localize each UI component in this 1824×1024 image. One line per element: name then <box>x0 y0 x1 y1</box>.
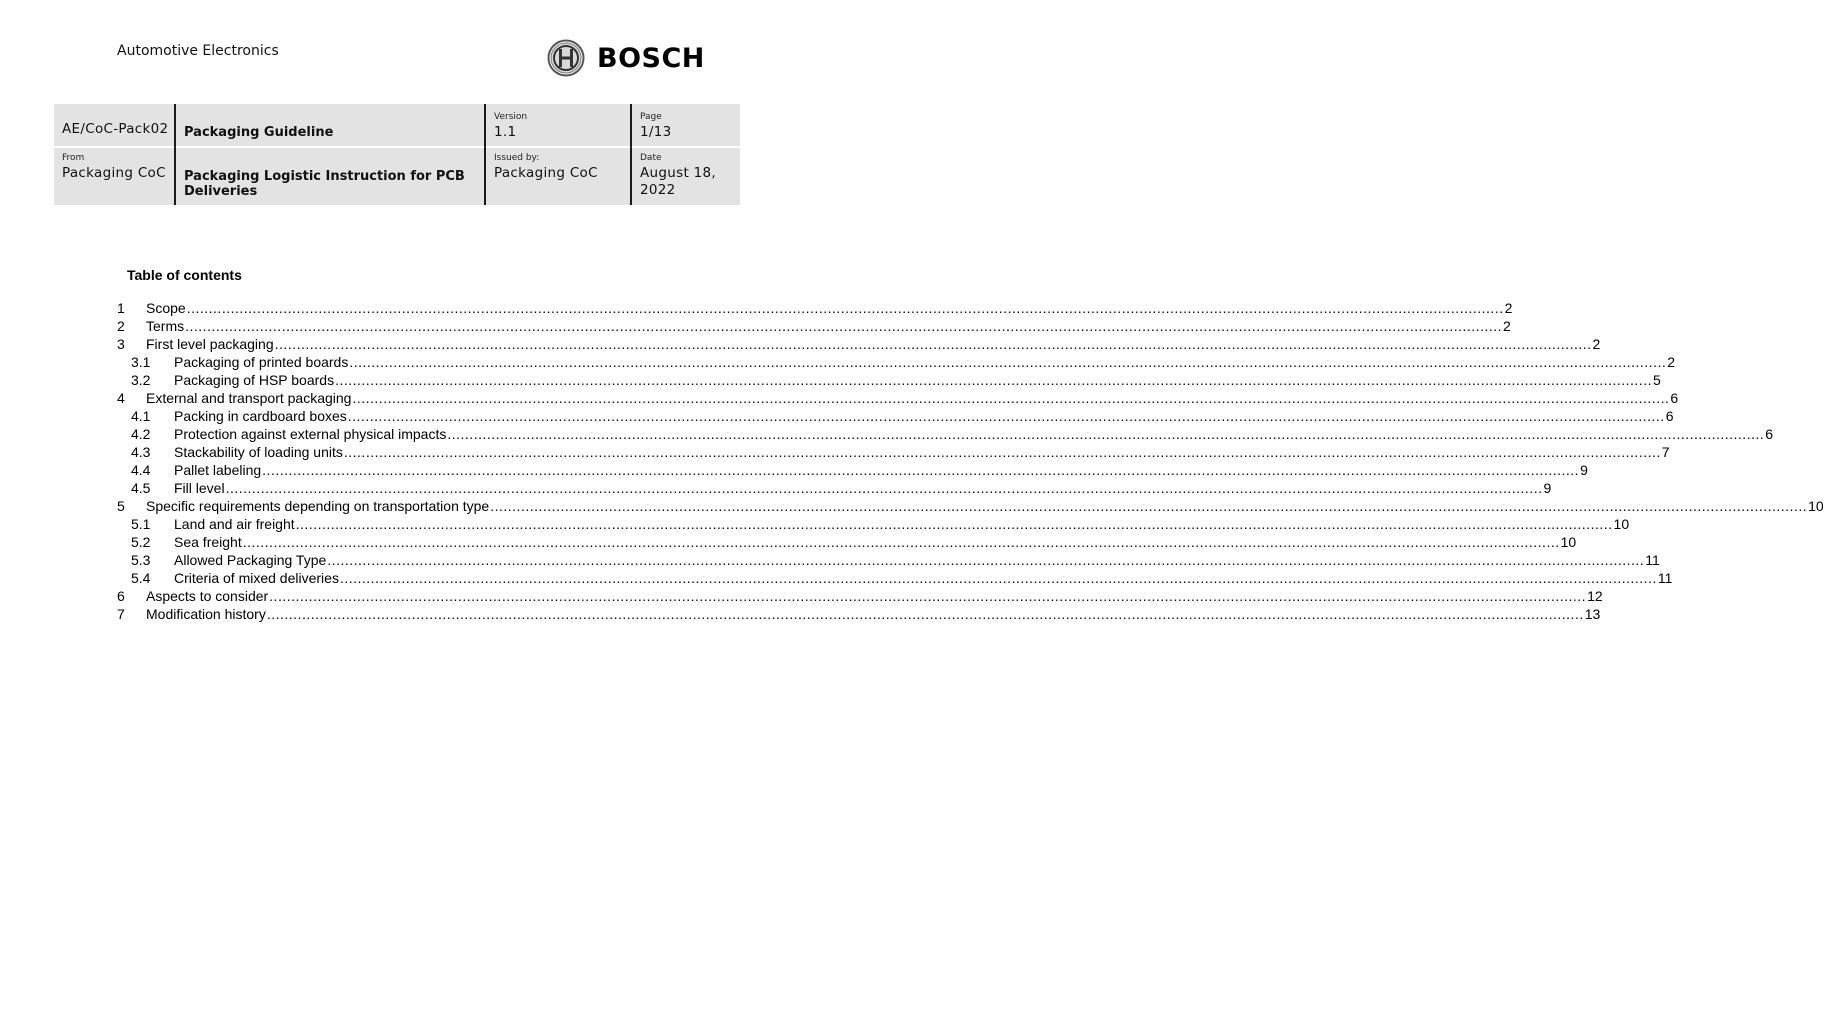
toc-entry[interactable] <box>112 389 1679 407</box>
toc-entry-number: 3 <box>117 336 125 352</box>
version-label: Version <box>494 112 528 122</box>
toc-entry[interactable] <box>112 443 1670 461</box>
page-cell <box>632 104 740 146</box>
toc-entry-title: Aspects to consider <box>146 588 269 604</box>
toc-entry-page: 7 <box>1661 444 1670 460</box>
toc-entry-number: 6 <box>117 588 125 604</box>
toc-entry-page: 5 <box>1652 372 1661 388</box>
toc-entry[interactable] <box>112 353 1676 371</box>
toc-entry-number: 5.4 <box>131 570 151 586</box>
toc-entry[interactable] <box>112 299 1513 317</box>
toc-entry-number: 5.1 <box>131 516 151 532</box>
from-value: Packaging CoC <box>62 165 166 181</box>
toc-entry[interactable] <box>112 497 1824 515</box>
table-column-divider <box>484 104 486 205</box>
toc-dot-leader: ............................................................................................................................................................................................................................................................................................................ <box>274 336 1592 352</box>
toc-dot-leader: ............................................................................................................................................................................................................................................................................................................ <box>352 390 1670 406</box>
toc-entry-page: 9 <box>1580 462 1588 478</box>
toc-dot-leader: ............................................................................................................................................................................................................................................................................................................ <box>295 516 1613 532</box>
toc-entry[interactable] <box>112 335 1601 353</box>
toc-dot-leader: ............................................................................................................................................................................................................................................................................................................ <box>242 534 1560 550</box>
toc-entry-page: 6 <box>1765 426 1774 442</box>
bosch-logo <box>547 39 705 77</box>
date-label: Date <box>640 153 662 163</box>
toc-entry[interactable] <box>112 533 1577 551</box>
doc-id-cell <box>54 104 174 146</box>
toc-dot-leader: ............................................................................................................................................................................................................................................................................................................ <box>335 372 1652 388</box>
bosch-armature-icon <box>547 39 585 77</box>
toc-entry-number: 4.2 <box>131 426 151 442</box>
toc-entry-title: Modification history <box>146 606 266 622</box>
division-name: Automotive Electronics <box>117 43 279 59</box>
toc-entry-number: 4.1 <box>131 408 151 424</box>
toc-entry-page: 10 <box>1808 498 1824 514</box>
toc-entry-number: 4.4 <box>131 462 151 478</box>
toc-entry-page: 11 <box>1645 552 1660 568</box>
table-column-divider <box>174 104 176 205</box>
toc-dot-leader: ............................................................................................................................................................................................................................................................................................................ <box>447 426 1765 442</box>
version-cell <box>486 104 630 146</box>
toc-entry-number: 1 <box>117 300 125 316</box>
toc-dot-leader: ............................................................................................................................................................................................................................................................................................................ <box>185 318 1503 334</box>
page-label: Page <box>640 112 662 122</box>
toc-entry-page: 2 <box>1592 336 1601 352</box>
toc-entry-page: 2 <box>1667 354 1676 370</box>
toc-dot-leader: ............................................................................................................................................................................................................................................................................................................ <box>262 462 1580 478</box>
toc-entry-page: 2 <box>1504 300 1513 316</box>
toc-entry-title: Fill level <box>174 480 225 496</box>
toc-dot-leader: ............................................................................................................................................................................................................................................................................................................ <box>349 354 1667 370</box>
version-value: 1.1 <box>494 124 517 140</box>
brand-wordmark: BOSCH <box>597 42 705 74</box>
doc-title: Packaging Guideline <box>184 125 334 140</box>
toc-entry-title: First level packaging <box>146 336 274 352</box>
toc-dot-leader: ............................................................................................................................................................................................................................................................................................................ <box>327 552 1645 568</box>
toc-entry[interactable] <box>112 587 1603 605</box>
toc-entry[interactable] <box>112 461 1588 479</box>
toc-entry-number: 4.5 <box>131 480 151 496</box>
toc-entry-page: 13 <box>1584 606 1601 622</box>
toc-entry-page: 6 <box>1670 390 1679 406</box>
toc-dot-leader: ............................................................................................................................................................................................................................................................................................................ <box>490 498 1808 514</box>
date-value-line2: 2022 <box>640 182 676 198</box>
toc-dot-leader: ............................................................................................................................................................................................................................................................................................................ <box>339 570 1657 586</box>
toc-entry-title: Land and air freight <box>174 516 295 532</box>
toc-dot-leader: ............................................................................................................................................................................................................................................................................................................ <box>266 606 1584 622</box>
toc-dot-leader: ............................................................................................................................................................................................................................................................................................................ <box>343 444 1661 460</box>
toc-entry-number: 4.3 <box>131 444 151 460</box>
toc-entry[interactable] <box>112 425 1774 443</box>
toc-entry-page: 2 <box>1503 318 1511 334</box>
toc-entry[interactable] <box>112 317 1511 335</box>
toc-entry-page: 10 <box>1613 516 1630 532</box>
toc-entry-title: Packing in cardboard boxes <box>174 408 347 424</box>
doc-subtitle-line2: Deliveries <box>184 184 258 199</box>
toc-entry-title: Sea freight <box>174 534 242 550</box>
doc-id: AE/CoC-Pack02 <box>62 121 169 137</box>
date-value-line1: August 18, <box>640 165 717 181</box>
issued-cell <box>486 148 630 205</box>
toc-entry-number: 5.3 <box>131 552 151 568</box>
toc-title: Table of contents <box>127 267 242 283</box>
toc-dot-leader: ............................................................................................................................................................................................................................................................................................................ <box>347 408 1665 424</box>
toc-entry-page: 6 <box>1665 408 1674 424</box>
toc-entry[interactable] <box>112 569 1673 587</box>
toc-dot-leader: ............................................................................................................................................................................................................................................................................................................ <box>186 300 1504 316</box>
toc-entry-title: Criteria of mixed deliveries <box>174 570 339 586</box>
title-cell <box>176 104 484 146</box>
document-info-table <box>54 104 740 205</box>
toc-entry-number: 3.2 <box>131 372 151 388</box>
toc-entry-title: Specific requirements depending on transportation type <box>146 498 490 514</box>
toc-entry-title: Terms <box>146 318 185 334</box>
toc-entry-page: 11 <box>1657 570 1673 586</box>
toc-entry-title: Pallet labeling <box>174 462 262 478</box>
toc-dot-leader: ............................................................................................................................................................................................................................................................................................................ <box>269 588 1587 604</box>
issued-label: Issued by: <box>494 153 540 163</box>
toc-entry-page: 9 <box>1543 480 1552 496</box>
toc-entry-number: 3.1 <box>131 354 151 370</box>
toc-entry-page: 12 <box>1587 588 1603 604</box>
doc-subtitle-line1: Packaging Logistic Instruction for PCB <box>184 169 465 184</box>
toc-entry-title: Allowed Packaging Type <box>174 552 327 568</box>
toc-entry-title: Protection against external physical impacts <box>174 426 447 442</box>
toc-entry[interactable] <box>112 551 1660 569</box>
from-cell <box>54 148 174 205</box>
toc-entry-number: 5 <box>117 498 125 514</box>
toc-entry[interactable] <box>112 479 1552 497</box>
toc-entry-number: 5.2 <box>131 534 151 550</box>
toc-entry-number: 4 <box>117 390 125 406</box>
page-value: 1/13 <box>640 124 672 140</box>
toc-entry-title: Scope <box>146 300 186 316</box>
toc-entry[interactable] <box>112 515 1630 533</box>
date-cell <box>632 148 740 205</box>
from-label: From <box>62 153 85 163</box>
toc-entry-title: Packaging of HSP boards <box>174 372 335 388</box>
toc-dot-leader: ............................................................................................................................................................................................................................................................................................................ <box>225 480 1543 496</box>
toc-entry[interactable] <box>112 371 1661 389</box>
toc-entry-number: 7 <box>117 606 125 622</box>
toc-entry-title: Packaging of printed boards <box>174 354 349 370</box>
table-column-divider <box>630 104 632 205</box>
toc-entry-number: 2 <box>117 318 125 334</box>
table-of-contents <box>112 299 1824 623</box>
toc-entry[interactable] <box>112 407 1674 425</box>
toc-entry-title: Stackability of loading units <box>174 444 343 460</box>
issued-value: Packaging CoC <box>494 165 598 181</box>
toc-entry-page: 10 <box>1560 534 1577 550</box>
toc-entry[interactable] <box>112 605 1601 623</box>
table-row-divider <box>54 146 740 148</box>
toc-entry-title: External and transport packaging <box>146 390 352 406</box>
subtitle-cell <box>176 148 484 205</box>
